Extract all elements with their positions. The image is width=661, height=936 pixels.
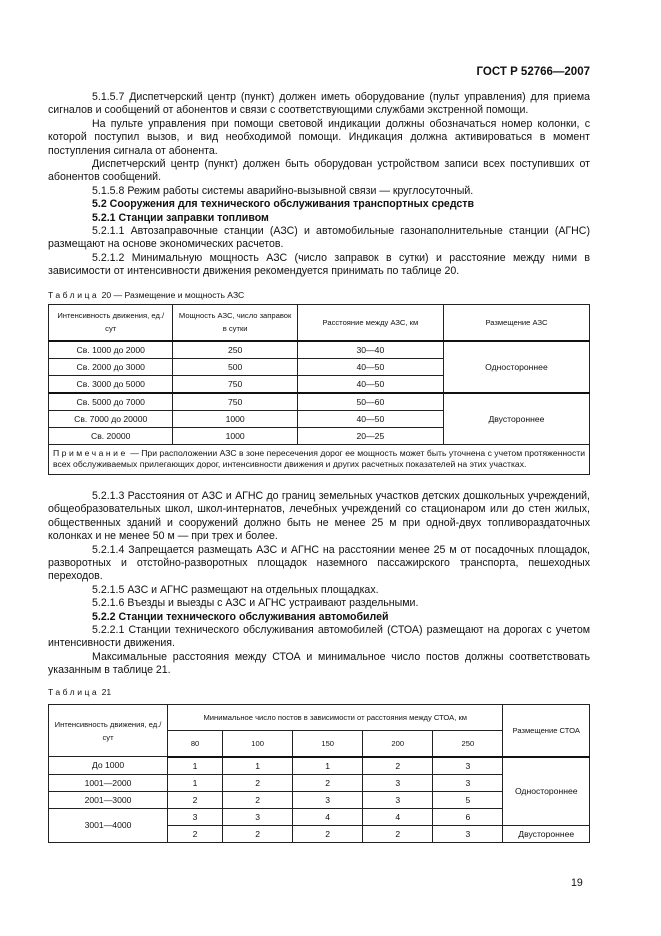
section-text-2 bbox=[48, 490, 590, 678]
col-header: Минимальное число постов в зависимости от расстояния между СТОА, км bbox=[168, 705, 503, 731]
table-cell: 1 bbox=[223, 757, 293, 775]
table-cell: 2 bbox=[293, 825, 363, 842]
col-header: Интенсивность движения, ед./сут bbox=[49, 305, 173, 341]
paragraph: 5.2.1.1 Автозаправочные станции (АЗС) и автомобильные газонаполнительные станции (АГНС) размещают на основе экономических расчетов. bbox=[48, 225, 590, 251]
table-cell: Св. 3000 до 5000 bbox=[49, 375, 173, 393]
document-header: ГОСТ Р 52766—2007 bbox=[476, 66, 590, 78]
section-heading: 5.2.1 Станции заправки топливом bbox=[92, 211, 269, 224]
placement-cell: Двустороннее bbox=[443, 393, 589, 445]
col-header: Мощность АЗС, число заправок в сутки bbox=[173, 305, 297, 341]
section-heading: 5.2 Сооружения для технического обслуживания транспортных средств bbox=[92, 198, 474, 211]
placement-cell: Одностороннее bbox=[443, 341, 589, 393]
table-cell: 40—50 bbox=[297, 375, 443, 393]
table-cell: 2 bbox=[168, 791, 223, 808]
paragraph: Максимальные расстояния между СТОА и минимальное число постов должны соответствовать указанным в таблице 21. bbox=[48, 650, 590, 677]
table-cell: 250 bbox=[173, 341, 297, 359]
table-cell: 3 bbox=[168, 808, 223, 825]
table-cell: 3 bbox=[223, 808, 293, 825]
col-header: Расстояние между АЗС, км bbox=[297, 305, 443, 341]
table-cell: 40—50 bbox=[297, 410, 443, 427]
distance-header: 250 bbox=[433, 731, 503, 757]
table-cell: 2 bbox=[363, 825, 433, 842]
intensity-cell: 3001—4000 bbox=[49, 808, 168, 842]
placement-cell: Одностороннее bbox=[503, 757, 590, 826]
table-cell: 2 bbox=[363, 757, 433, 775]
intensity-cell: 1001—2000 bbox=[49, 774, 168, 791]
col-header: Интенсивность движения, ед./сут bbox=[49, 705, 168, 757]
table-cell: 3 bbox=[433, 825, 503, 842]
table-cell: 50—60 bbox=[297, 393, 443, 411]
table-cell: 3 bbox=[293, 791, 363, 808]
distance-header: 200 bbox=[363, 731, 433, 757]
table-cell: 1000 bbox=[173, 410, 297, 427]
intensity-cell: До 1000 bbox=[49, 757, 168, 775]
table-cell: 750 bbox=[173, 393, 297, 411]
col-header: Размещение АЗС bbox=[443, 305, 589, 341]
table-cell: Св. 7000 до 20000 bbox=[49, 410, 173, 427]
paragraph: 5.2.1.2 Минимальную мощность АЗС (число заправок в сутки) и расстояние между ними в зависимости от интенсивности движения рекомендуется принимать по таблице 20. bbox=[48, 251, 590, 278]
paragraph: 5.2.2.1 Станции технического обслуживания автомобилей (СТОА) размещают на дорогах с учетом интенсивности движения. bbox=[48, 624, 590, 650]
table-row bbox=[49, 757, 590, 775]
paragraph: 5.2.1.5 АЗС и АГНС размещают на отдельных площадках. bbox=[92, 583, 379, 596]
table-cell: Св. 2000 до 3000 bbox=[49, 358, 173, 375]
table-20-note: Примечание — При расположении АЗС в зоне пересечения дорог ее мощность может быть уточнена с учетом протяженности всех обслуживаемых прилегающих дорог, интенсивности движения и других расчетных показателей на этих участках. bbox=[49, 444, 590, 474]
table-cell: 2 bbox=[223, 825, 293, 842]
table-cell: 2 bbox=[223, 791, 293, 808]
table-cell: 500 bbox=[173, 358, 297, 375]
paragraph: 5.1.5.8 Режим работы системы аварийно-вызывной связи — круглосуточный. bbox=[92, 184, 474, 197]
table-cell: Св. 1000 до 2000 bbox=[49, 341, 173, 359]
table-20-caption: Таблица 20 — Размещение и мощность АЗС bbox=[48, 290, 245, 300]
table-cell: 4 bbox=[363, 808, 433, 825]
page-number: 19 bbox=[571, 877, 583, 889]
table-cell: 20—25 bbox=[297, 427, 443, 444]
intensity-cell: 2001—3000 bbox=[49, 791, 168, 808]
table-cell: 1 bbox=[168, 757, 223, 775]
table-cell: Св. 20000 bbox=[49, 427, 173, 444]
table-cell: 30—40 bbox=[297, 341, 443, 359]
table-cell: 40—50 bbox=[297, 358, 443, 375]
paragraph: На пульте управления при помощи световой индикации должны обозначаться номер колонки, с которой поступил вызов, и вид необходимой помощи. Индикация должна активироваться в момент поступления сигнала от абонента. bbox=[48, 117, 590, 157]
paragraph: 5.2.1.6 Въезды и выезды с АЗС и АГНС устраивают раздельными. bbox=[92, 597, 419, 610]
table-cell: 5 bbox=[433, 791, 503, 808]
table-cell: 1000 bbox=[173, 427, 297, 444]
paragraph: Диспетчерский центр (пункт) должен быть оборудован устройством записи всех поступивших от абонентов сообщений. bbox=[48, 158, 590, 184]
table-cell: 750 bbox=[173, 375, 297, 393]
table-cell: 2 bbox=[223, 774, 293, 791]
distance-header: 150 bbox=[293, 731, 363, 757]
table-row bbox=[49, 393, 590, 411]
table-cell: 2 bbox=[168, 825, 223, 842]
placement-cell: Двустороннее bbox=[503, 825, 590, 842]
table-21 bbox=[48, 686, 590, 843]
paragraph: 5.2.1.3 Расстояния от АЗС и АГНС до границ земельных участков детских дошкольных учреждений, общеобразовательных школ, школ-интернатов, лечебных учреждений со стационаром или до стен жилых, общественных зданий и сооружений должно быть не менее 25 м при одной-двух топливораздаточных колонках и не менее 50 м — при трех и более. bbox=[48, 490, 590, 543]
distance-header: 100 bbox=[223, 731, 293, 757]
table-20 bbox=[48, 289, 590, 475]
paragraph: 5.2.1.4 Запрещается размещать АЗС и АГНС на расстоянии менее 25 м от посадочных площадок, разворотных и отстойно-разворотных площадок наземного пассажирского транспорта, пешеходных переходов. bbox=[48, 543, 590, 583]
distance-header: 80 bbox=[168, 731, 223, 757]
table-cell: 3 bbox=[363, 774, 433, 791]
table-cell: 6 bbox=[433, 808, 503, 825]
table-cell: 3 bbox=[363, 791, 433, 808]
table-cell: 4 bbox=[293, 808, 363, 825]
col-header: Размещение СТОА bbox=[503, 705, 590, 757]
section-heading: 5.2.2 Станции технического обслуживания автомобилей bbox=[92, 610, 389, 623]
table-row bbox=[49, 341, 590, 359]
table-21-caption: Таблица 21 bbox=[48, 687, 112, 697]
table-cell: 3 bbox=[433, 757, 503, 775]
table-cell: 2 bbox=[293, 774, 363, 791]
section-text-1 bbox=[48, 91, 590, 279]
paragraph: 5.1.5.7 Диспетчерский центр (пункт) должен иметь оборудование (пульт управления) для приема сигналов и сообщений от абонентов и связи с соответствующими службами экстренной помощи. bbox=[48, 91, 590, 117]
table-cell: 1 bbox=[293, 757, 363, 775]
table-cell: 3 bbox=[433, 774, 503, 791]
table-cell: Св. 5000 до 7000 bbox=[49, 393, 173, 411]
table-cell: 1 bbox=[168, 774, 223, 791]
